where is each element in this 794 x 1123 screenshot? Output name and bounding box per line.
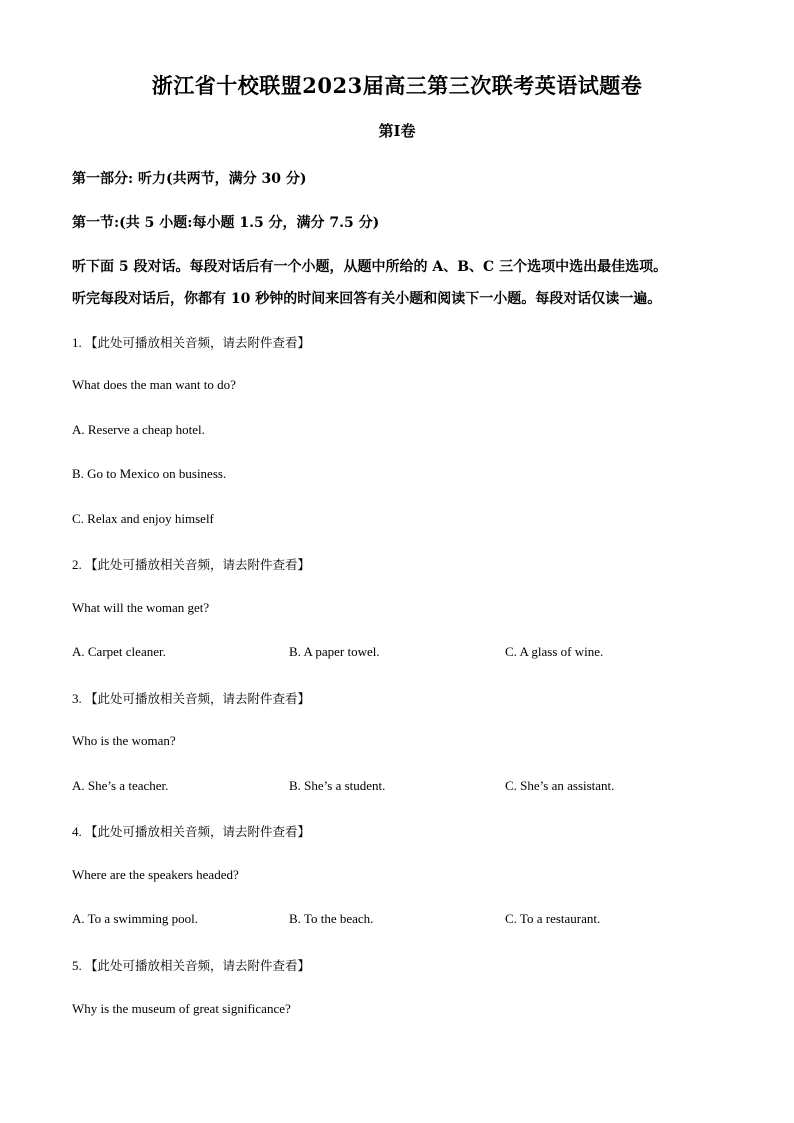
audio-note: 【此处可播放相关音频，请去附件查看】 xyxy=(85,824,311,839)
audio-note: 【此处可播放相关音频，请去附件查看】 xyxy=(85,557,311,572)
question-4-header xyxy=(72,822,310,840)
question-2-options xyxy=(72,644,752,664)
question-5-header xyxy=(72,956,310,974)
question-3-option-c: C. She’s an assistant. xyxy=(505,778,615,793)
part-heading: 第一部分: 听力(共两节，满分 30 分) xyxy=(72,171,307,187)
question-1-option-a: A. Reserve a cheap hotel. xyxy=(72,422,205,437)
question-number: 2. xyxy=(72,557,82,572)
question-4-text: Where are the speakers headed? xyxy=(72,867,239,882)
section-heading: 第一节:(共 5 小题:每小题 1.5 分，满分 7.5 分) xyxy=(72,215,380,231)
question-4-option-a: A. To a swimming pool. xyxy=(72,911,198,926)
question-2-option-a: A. Carpet cleaner. xyxy=(72,644,166,659)
question-2-text: What will the woman get? xyxy=(72,600,210,615)
audio-note: 【此处可播放相关音频，请去附件查看】 xyxy=(85,958,311,973)
question-2-header xyxy=(72,555,310,573)
question-4-options xyxy=(72,911,752,931)
question-2-option-b: B. A paper towel. xyxy=(289,644,380,659)
instruction-line-1: 听下面 5 段对话。每段对话后有一个小题，从题中所给的 A、B、C 三个选项中选出最佳选项。 xyxy=(72,259,668,275)
question-2-option-c: C. A glass of wine. xyxy=(505,644,604,659)
question-3-header xyxy=(72,689,310,707)
question-1-option-c: C. Relax and enjoy himself xyxy=(72,511,214,526)
question-1-header xyxy=(72,333,310,351)
question-number: 5. xyxy=(72,958,82,973)
instruction-line-2: 听完每段对话后，你都有 10 秒钟的时间来回答有关小题和阅读下一小题。每段对话仅读一遍。 xyxy=(72,291,662,307)
question-1-text: What does the man want to do? xyxy=(72,377,236,392)
question-3-option-a: A. She’s a teacher. xyxy=(72,778,169,793)
question-number: 3. xyxy=(72,691,82,706)
exam-title: 浙江省十校联盟2023届高三第三次联考英语试题卷 xyxy=(151,73,643,98)
question-4-option-c: C. To a restaurant. xyxy=(505,911,601,926)
question-3-text: Who is the woman? xyxy=(72,733,176,748)
question-3-option-b: B. She’s a student. xyxy=(289,778,386,793)
question-1-option-b: B. Go to Mexico on business. xyxy=(72,466,227,481)
question-3-options xyxy=(72,778,752,798)
question-4-option-b: B. To the beach. xyxy=(289,911,374,926)
audio-note: 【此处可播放相关音频，请去附件查看】 xyxy=(85,335,311,350)
volume-label: 第I卷 xyxy=(378,122,416,140)
audio-note: 【此处可播放相关音频，请去附件查看】 xyxy=(85,691,311,706)
question-number: 4. xyxy=(72,824,82,839)
question-5-text: Why is the museum of great significance? xyxy=(72,1001,291,1016)
question-number: 1. xyxy=(72,335,82,350)
